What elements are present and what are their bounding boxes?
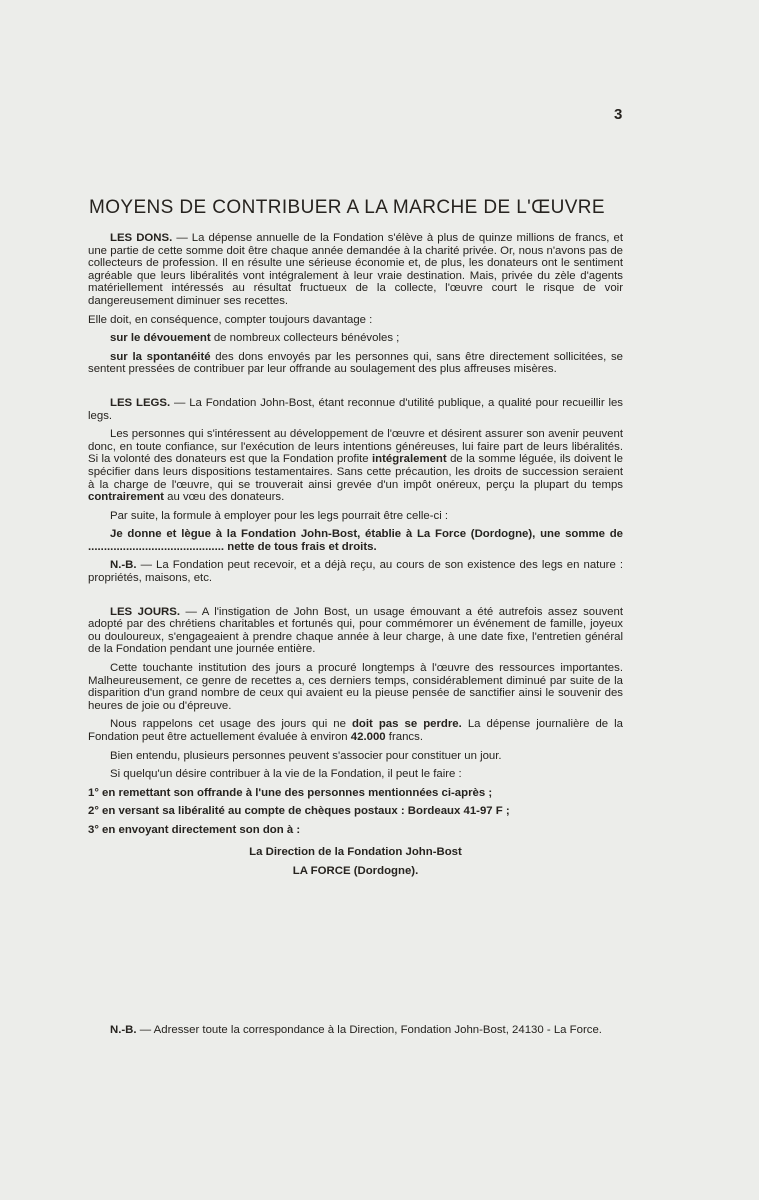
jours-paragraph-5: Si quelqu'un désire contribuer à la vie de la Fondation, il peut le faire : [110,768,462,781]
legs-nb: N.-B. — La Fondation peut recevoir, et a déjà reçu, au cours de son existence des legs en nature : propriétés, maisons, etc. [88,559,623,585]
final-note: N.-B. — Adresser toute la correspondance à la Direction, Fondation John-Bost, 24130 - La Force. [110,1024,602,1037]
jours-paragraph-4: Bien entendu, plusieurs personnes peuvent s'associer pour constituer un jour. [110,749,502,762]
legs-formula: Je donne et lègue à la Fondation John-Bost, établie à La Force (Dordogne), une somme de ........................................... nette de tous frais et droits. [88,528,623,553]
document-body [88,232,623,881]
list-item: 3° en envoyant directement son don à : [88,823,301,836]
address-line: LA FORCE (Dordogne). [292,864,419,877]
legs-paragraph-3: Par suite, la formule à employer pour les legs pourrait être celle-ci : [110,509,449,522]
address-line: La Direction de la Fondation John-Bost [249,845,462,858]
dons-paragraph: LES DONS. — La dépense annuelle de la Fondation s'élève à plus de quinze millions de francs, et une partie de cette somme doit être chaque année demandée à la charité privée. Or, nous n'avons pas de collecteurs de profession. Il en résulte une sérieuse économie et, de plus, les donateurs ont le sentiment agréable que leurs libéralités vont intégralement à leur vraie destination. Mais, privée du zèle d'agents matériellement intéressés au résultat fructueux de la collecte, l'œuvre court le risque de voir dangereusement diminuer ses recettes. [88,232,623,307]
dons-paragraph-4: sur la spontanéité des dons envoyés par les personnes qui, sans être directement sollicitées, se sentent pressées de contribuer par leur offrande au soulagement des plus affreuses misères. [88,350,623,376]
contribution-list [88,787,623,837]
page-title: MOYENS DE CONTRIBUER A LA MARCHE DE L'ŒUVRE [89,196,605,218]
legs-paragraph: LES LEGS. — La Fondation John-Bost, étant reconnue d'utilité publique, a qualité pour recueillir les legs. [88,396,623,422]
jours-heading: LES JOURS. [110,605,181,618]
jours-paragraph-2: Cette touchante institution des jours a procuré longtemps à l'œuvre des ressources importantes. Malheureusement, ce genre de recettes a, ces derniers temps, considérablement diminué par suite de la disparition d'un grand nombre de ceux qui avaient eu la pieuse pensée de sanctifier ainsi le souvenir des heures de joie ou d'épreuve. [88,662,623,712]
dons-paragraph-3: sur le dévouement de nombreux collecteurs bénévoles ; [110,332,400,345]
dons-heading: LES DONS. [110,232,173,244]
dons-paragraph-2: Elle doit, en conséquence, compter toujours davantage : [88,313,373,326]
list-item: 2° en versant sa libéralité au compte de chèques postaux : Bordeaux 41-97 F ; [88,805,510,818]
jours-paragraph-3: Nous rappelons cet usage des jours qui ne doit pas se perdre. La dépense journalière de la Fondation peut être actuellement évaluée à environ 42.000 francs. [88,718,624,743]
jours-paragraph: LES JOURS. — A l'instigation de John Bost, un usage émouvant a été autrefois assez souvent adopté par des chrétiens charitables et fortunés qui, pour commémorer un événement de famille, joyeux ou douloureux, s'engageaient à prendre chaque année à leur charge, à une date fixe, l'entretien général de la Fondation pendant une journée entière. [88,605,623,656]
list-item: 1° en remettant son offrande à l'une des personnes mentionnées ci-après ; [88,786,493,799]
page-number: 3 [614,106,623,123]
legs-heading: LES LEGS. [110,396,171,409]
legs-paragraph-2: Les personnes qui s'intéressent au développement de l'œuvre et désirent assurer son avenir peuvent donc, en toute confiance, sur l'exécution de leurs intentions généreuses, lui faire part de leurs libéralités. Si la volonté des donateurs est que la Fondation profite intégralement de la somme léguée, ils doivent le spécifier dans leurs dispositions testamentaires. Sans cette précaution, les droits de succession seraient à la charge de l'œuvre, qui se trouverait ainsi grevée d'un impôt onéreux, perçu la plupart du temps contrairement au vœu des donateurs. [88,428,623,504]
address-block [88,843,623,881]
